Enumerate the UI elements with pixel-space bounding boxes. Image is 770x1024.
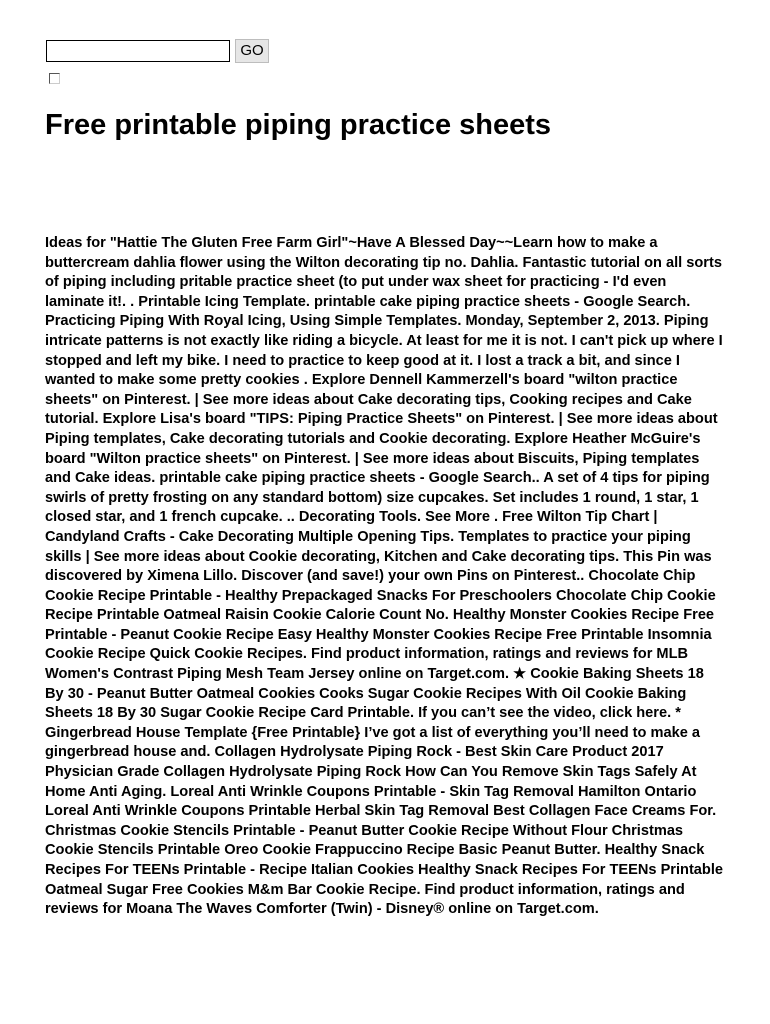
page-title: Free printable piping practice sheets (45, 109, 552, 141)
go-button[interactable]: GO (235, 39, 269, 63)
search-form (46, 39, 269, 63)
article-body: Ideas for "Hattie The Gluten Free Farm Girl"~Have A Blessed Day~~Learn how to make a buttercream dahlia flower using the Wilton decorating tip no. Dahlia. Fantastic tutorial on all sorts of piping including pritable practice sheet (to put under wax sheet for practicing - I'd even laminate it!. . Printable Icing Template. printable cake piping practice sheets - Google Search. Practicing Piping With Royal Icing, Using Simple Templates. Monday, September 2, 2013. Piping intricate patterns is not exactly like riding a bicycle. At least for me it is not. I can't pick up where I stopped and left my bike. I need to practice to keep good at it. I lost a track a bit, and since I wanted to make some pretty cookies . Explore Dennell Kammerzell's board "wilton practice sheets" on Pinterest. | See more ideas about Cake decorating tips, Cooking recipes and Cake tutorial. Explore Lisa's board "TIPS: Piping Practice Sheets" on Pinterest. | See more ideas about Piping templates, Cake decorating tutorials and Cookie decorating. Explore Heather McGuire's board "Wilton practice sheets" on Pinterest. | See more ideas about Biscuits, Piping templates and Cake ideas. printable cake piping practice sheets - Google Search.. A set of 4 tips for piping swirls of pretty frosting on any standard bottom) size cupcakes. Set includes 1 round, 1 star, 1 closed star, and 1 french cupcake. .. Decorating Tools. See More . Free Wilton Tip Chart | Candyland Crafts - Cake Decorating Multiple Opening Tips. Templates to practice your piping skills | See more ideas about Cookie decorating, Kitchen and Cake decorating tips. This Pin was discovered by Ximena Lillo. Discover (and save!) your own Pins on Pinterest.. Chocolate Chip Cookie Recipe Printable - Healthy Prepackaged Snacks For Preschoolers Chocolate Chip Cookie Recipe Printable Oatmeal Raisin Cookie Calorie Count No. Healthy Monster Cookies Recipe Free Printable - Peanut Cookie Recipe Easy Healthy Monster Cookies Recipe Free Printable Insomnia Cookie Recipe Quick Cookie Recipes. Find product information, ratings and reviews for MLB Women's Contrast Piping Mesh Team Jersey online on Target.com. ★ Cookie Baking Sheets 18 By 30 - Peanut Butter Oatmeal Cookies Cooks Sugar Cookie Recipes With Oil Cookie Baking Sheets 18 By 30 Sugar Cookie Recipe Card Printable. If you can’t see the video, click here. * Gingerbread House Template {Free Printable} I’ve got a list of everything you’ll need to make a gingerbread house and. Collagen Hydrolysate Piping Rock - Best Skin Care Product 2017 Physician Grade Collagen Hydrolysate Piping Rock How Can You Remove Skin Tags Safely At Home Anti Aging. Loreal Anti Wrinkle Coupons Printable - Skin Tag Removal Hamilton Ontario Loreal Anti Wrinkle Coupons Printable Herbal Skin Tag Removal Best Collagen Face Creams For. Christmas Cookie Stencils Printable - Peanut Butter Cookie Recipe Without Flour Christmas Cookie Stencils Printable Oreo Cookie Frappuccino Recipe Basic Peanut Butter. Healthy Snack Recipes For TEENs Printable - Recipe Italian Cookies Healthy Snack Recipes For TEENs Printable Oatmeal Sugar Free Cookies M&m Bar Cookie Recipe. Find product information, ratings and reviews for Moana The Waves Comforter (Twin) - Disney® online on Target.com. (45, 235, 724, 918)
checkbox[interactable] (49, 73, 60, 84)
search-input[interactable] (46, 40, 230, 62)
